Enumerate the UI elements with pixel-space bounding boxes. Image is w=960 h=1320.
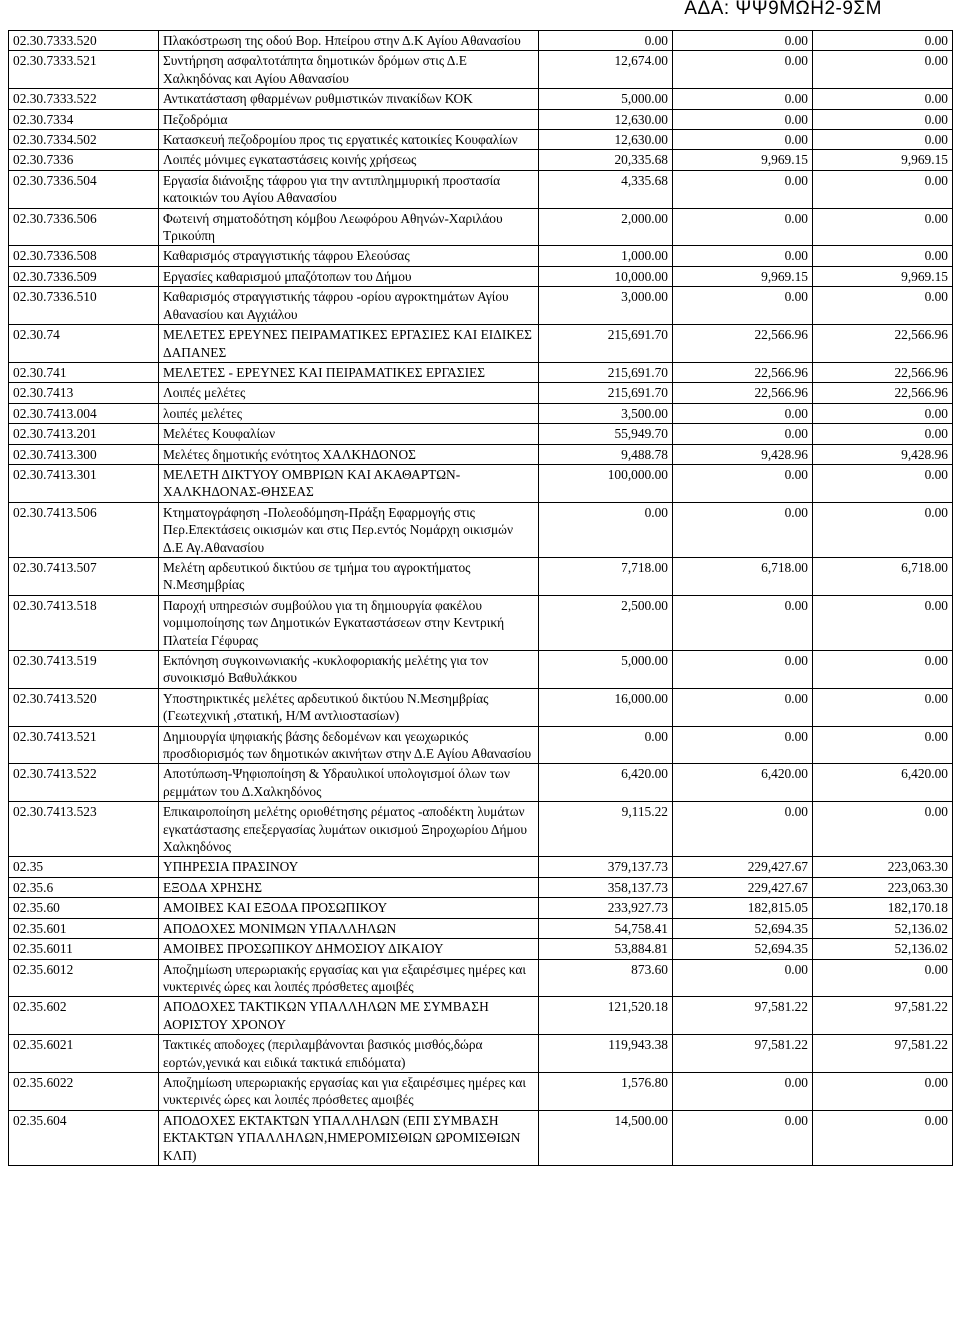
budget-amount-cell: 12,674.00 [539,51,673,89]
table-row [9,464,953,502]
code-cell: 02.35.6012 [9,959,159,997]
description-cell: λοιπές μελέτες [159,403,539,423]
description-cell: Πεζοδρόμια [159,109,539,129]
code-cell: 02.35.6022 [9,1072,159,1110]
budget-amount-cell: 16,000.00 [539,688,673,726]
description-cell: Δημιουργία ψηφιακής βάσης δεδομένων και γεωχωρικός προσδιορισμός των δημοτικών ακινήτων στην Δ.Ε Αγίου Αθανασίου [159,726,539,764]
description-cell: ΑΠΟΔΟΧΕΣ ΕΚΤΑΚΤΩΝ ΥΠΑΛΛΗΛΩΝ (ΕΠΙ ΣΥΜΒΑΣΗ ΕΚΤΑΚΤΩΝ ΥΠΑΛΛΗΛΩΝ,ΗΜΕΡΟΜΙΣΘΙΩΝ ΩΡΟΜΙΣΘΙΩΝ ΚΛΠ) [159,1110,539,1165]
budget-amount-cell: 6,420.00 [539,764,673,802]
description-cell: Τακτικές αποδοχες (περιλαμβάνονται βασικός μισθός,δώρα εορτών,γενικά και ειδικά τακτικά επιδόματα) [159,1035,539,1073]
budget-amount-cell: 3,000.00 [539,287,673,325]
budget-amount-cell: 9,115.22 [539,802,673,857]
code-cell: 02.30.7413.519 [9,651,159,689]
paid-amount-cell: 97,581.22 [813,997,953,1035]
code-cell: 02.30.7413.301 [9,464,159,502]
description-cell: Καθαρισμός στραγγιστικής τάφρου -ορίου αγροκτημάτων Αγίου Αθανασίου και Αγχιάλου [159,287,539,325]
committed-amount-cell: 97,581.22 [673,1035,813,1073]
table-row [9,1035,953,1073]
code-cell: 02.35.6 [9,877,159,897]
committed-amount-cell: 0.00 [673,959,813,997]
description-cell: Λοιπές μόνιμες εγκαταστάσεις κοινής χρήσεως [159,150,539,170]
budget-amount-cell: 2,000.00 [539,208,673,246]
code-cell: 02.30.7413.506 [9,502,159,557]
description-cell: Υποστηρικτικές μελέτες αρδευτικού δικτύου Ν.Μεσημβρίας (Γεωτεχνική ,στατική, Η/Μ αντλιοστασίων) [159,688,539,726]
table-row [9,424,953,444]
budget-table [8,30,953,1166]
code-cell: 02.30.7336.510 [9,287,159,325]
description-cell: Μελέτες δημοτικής ενότητος ΧΑΛΚΗΔΟΝΟΣ [159,444,539,464]
code-cell: 02.30.7333.522 [9,89,159,109]
description-cell: Παροχή υπηρεσιών συμβούλου για τη δημιουργία φακέλου νομιμοποίησης των Δημοτικών Εγκαταστάσεων στην Κεντρική Πλατεία Γέφυρας [159,595,539,650]
committed-amount-cell: 0.00 [673,403,813,423]
code-cell: 02.30.7413.201 [9,424,159,444]
code-cell: 02.35.602 [9,997,159,1035]
committed-amount-cell: 9,969.15 [673,150,813,170]
paid-amount-cell: 0.00 [813,287,953,325]
code-cell: 02.30.74 [9,325,159,363]
budget-amount-cell: 9,488.78 [539,444,673,464]
table-row [9,764,953,802]
committed-amount-cell: 52,694.35 [673,939,813,959]
committed-amount-cell: 0.00 [673,595,813,650]
paid-amount-cell: 52,136.02 [813,918,953,938]
code-cell: 02.30.7336.508 [9,246,159,266]
description-cell: Πλακόστρωση της οδού Βορ. Ηπείρου στην Δ.Κ Αγίου Αθανασίου [159,31,539,51]
code-cell: 02.35.6021 [9,1035,159,1073]
budget-amount-cell: 12,630.00 [539,130,673,150]
budget-amount-cell: 215,691.70 [539,325,673,363]
committed-amount-cell: 229,427.67 [673,857,813,877]
description-cell: ΜΕΛΕΤΗ ΔΙΚΤΥΟΥ ΟΜΒΡΙΩΝ ΚΑΙ ΑΚΑΘΑΡΤΩΝ-ΧΑΛΚΗΔΟΝΑΣ-ΘΗΣΕΑΣ [159,464,539,502]
paid-amount-cell: 22,566.96 [813,362,953,382]
description-cell: ΑΠΟΔΟΧΕΣ ΤΑΚΤΙΚΩΝ ΥΠΑΛΛΗΛΩΝ ΜΕ ΣΥΜΒΑΣΗ ΑΟΡΙΣΤΟΥ ΧΡΟΝΟΥ [159,997,539,1035]
committed-amount-cell: 9,428.96 [673,444,813,464]
table-row [9,857,953,877]
table-row [9,877,953,897]
committed-amount-cell: 0.00 [673,464,813,502]
budget-amount-cell: 55,949.70 [539,424,673,444]
committed-amount-cell: 0.00 [673,51,813,89]
code-cell: 02.30.7413.518 [9,595,159,650]
paid-amount-cell: 223,063.30 [813,877,953,897]
paid-amount-cell: 0.00 [813,130,953,150]
code-cell: 02.30.7413 [9,383,159,403]
table-row [9,170,953,208]
table-row [9,383,953,403]
table-row [9,1072,953,1110]
budget-amount-cell: 5,000.00 [539,651,673,689]
code-cell: 02.30.7334 [9,109,159,129]
code-cell: 02.35.60 [9,898,159,918]
table-row [9,1110,953,1165]
committed-amount-cell: 0.00 [673,688,813,726]
description-cell: ΕΞΟΔΑ ΧΡΗΣΗΣ [159,877,539,897]
budget-amount-cell: 121,520.18 [539,997,673,1035]
table-row [9,362,953,382]
table-row [9,51,953,89]
table-row [9,939,953,959]
budget-amount-cell: 3,500.00 [539,403,673,423]
budget-amount-cell: 119,943.38 [539,1035,673,1073]
budget-amount-cell: 20,335.68 [539,150,673,170]
paid-amount-cell: 9,969.15 [813,150,953,170]
code-cell: 02.30.7413.004 [9,403,159,423]
ada-code: ΑΔΑ: ΨΨ9ΜΩΗ2-9ΣΜ [684,0,882,19]
committed-amount-cell: 22,566.96 [673,325,813,363]
budget-amount-cell: 0.00 [539,31,673,51]
table-row [9,918,953,938]
code-cell: 02.35.601 [9,918,159,938]
paid-amount-cell: 0.00 [813,595,953,650]
code-cell: 02.30.7413.522 [9,764,159,802]
committed-amount-cell: 0.00 [673,109,813,129]
code-cell: 02.30.7336.506 [9,208,159,246]
paid-amount-cell: 0.00 [813,424,953,444]
budget-amount-cell: 7,718.00 [539,557,673,595]
table-row [9,130,953,150]
committed-amount-cell: 22,566.96 [673,383,813,403]
table-row [9,997,953,1035]
paid-amount-cell: 0.00 [813,208,953,246]
budget-amount-cell: 53,884.81 [539,939,673,959]
table-row [9,595,953,650]
description-cell: Κτηματογράφηση -Πολεοδόμηση-Πράξη Εφαρμογής στις Περ.Επεκτάσεις οικισμών και στις Περ.εντός Νομάρχη οικισμών Δ.Ε Αγ.Αθανασίου [159,502,539,557]
code-cell: 02.35.604 [9,1110,159,1165]
budget-table-body [9,31,953,1166]
paid-amount-cell: 0.00 [813,464,953,502]
code-cell: 02.30.7413.300 [9,444,159,464]
description-cell: Εργασία διάνοιξης τάφρου για την αντιπλημμυρική προστασία κατοικιών του Αγίου Αθανασίου [159,170,539,208]
description-cell: Κατασκευή πεζοδρομίου προς τις εργατικές κατοικίες Κουφαλίων [159,130,539,150]
table-row [9,802,953,857]
table-row [9,959,953,997]
budget-amount-cell: 0.00 [539,502,673,557]
table-row [9,89,953,109]
description-cell: ΑΠΟΔΟΧΕΣ ΜΟΝΙΜΩΝ ΥΠΑΛΛΗΛΩΝ [159,918,539,938]
paid-amount-cell: 0.00 [813,726,953,764]
table-row [9,287,953,325]
committed-amount-cell: 22,566.96 [673,362,813,382]
paid-amount-cell: 0.00 [813,31,953,51]
budget-amount-cell: 2,500.00 [539,595,673,650]
description-cell: ΑΜΟΙΒΕΣ ΚΑΙ ΕΞΟΔΑ ΠΡΟΣΩΠΙΚΟΥ [159,898,539,918]
budget-amount-cell: 215,691.70 [539,362,673,382]
committed-amount-cell: 6,420.00 [673,764,813,802]
paid-amount-cell: 0.00 [813,1110,953,1165]
committed-amount-cell: 0.00 [673,424,813,444]
table-row [9,651,953,689]
paid-amount-cell: 9,969.15 [813,266,953,286]
budget-amount-cell: 54,758.41 [539,918,673,938]
committed-amount-cell: 0.00 [673,170,813,208]
paid-amount-cell: 0.00 [813,109,953,129]
description-cell: ΥΠΗΡΕΣΙΑ ΠΡΑΣΙΝΟΥ [159,857,539,877]
budget-amount-cell: 233,927.73 [539,898,673,918]
code-cell: 02.35.6011 [9,939,159,959]
paid-amount-cell: 0.00 [813,502,953,557]
table-row [9,266,953,286]
committed-amount-cell: 9,969.15 [673,266,813,286]
paid-amount-cell: 0.00 [813,688,953,726]
description-cell: ΜΕΛΕΤΕΣ - ΕΡΕΥΝΕΣ ΚΑΙ ΠΕΙΡΑΜΑΤΙΚΕΣ ΕΡΓΑΣΙΕΣ [159,362,539,382]
committed-amount-cell: 0.00 [673,246,813,266]
committed-amount-cell: 182,815.05 [673,898,813,918]
committed-amount-cell: 0.00 [673,1072,813,1110]
budget-amount-cell: 1,576.80 [539,1072,673,1110]
committed-amount-cell: 97,581.22 [673,997,813,1035]
budget-amount-cell: 12,630.00 [539,109,673,129]
budget-amount-cell: 100,000.00 [539,464,673,502]
paid-amount-cell: 22,566.96 [813,383,953,403]
budget-amount-cell: 4,335.68 [539,170,673,208]
committed-amount-cell: 0.00 [673,31,813,51]
description-cell: ΑΜΟΙΒΕΣ ΠΡΟΣΩΠΙΚΟΥ ΔΗΜΟΣΙΟΥ ΔΙΚΑΙΟΥ [159,939,539,959]
paid-amount-cell: 223,063.30 [813,857,953,877]
paid-amount-cell: 0.00 [813,246,953,266]
budget-amount-cell: 10,000.00 [539,266,673,286]
description-cell: Μελέτες Κουφαλίων [159,424,539,444]
paid-amount-cell: 0.00 [813,1072,953,1110]
description-cell: Συντήρηση ασφαλτοτάπητα δημοτικών δρόμων στις Δ.Ε Χαλκηδόνας και Αγίου Αθανασίου [159,51,539,89]
paid-amount-cell: 182,170.18 [813,898,953,918]
table-row [9,403,953,423]
paid-amount-cell: 97,581.22 [813,1035,953,1073]
description-cell: Επικαιροποίηση μελέτης οριοθέτησης ρέματος -αποδέκτη λυμάτων εγκατάστασης επεξεργασίας λυμάτων οικισμού Ξηροχωρίου Δήμου Χαλκηδόνος [159,802,539,857]
paid-amount-cell: 6,718.00 [813,557,953,595]
code-cell: 02.30.7333.520 [9,31,159,51]
budget-amount-cell: 379,137.73 [539,857,673,877]
paid-amount-cell: 0.00 [813,170,953,208]
committed-amount-cell: 0.00 [673,651,813,689]
table-row [9,31,953,51]
paid-amount-cell: 0.00 [813,651,953,689]
code-cell: 02.30.7413.520 [9,688,159,726]
description-cell: Φωτεινή σηματοδότηση κόμβου Λεωφόρου Αθηνών-Χαριλάου Τρικούπη [159,208,539,246]
table-row [9,325,953,363]
table-row [9,150,953,170]
description-cell: Αποζημίωση υπερωριακής εργασίας και για εξαιρέσιμες ημέρες και νυκτερινές ώρες και λοιπές πρόσθετες αμοιβές [159,959,539,997]
table-row [9,898,953,918]
budget-amount-cell: 1,000.00 [539,246,673,266]
table-row [9,246,953,266]
table-row [9,688,953,726]
committed-amount-cell: 0.00 [673,208,813,246]
budget-amount-cell: 215,691.70 [539,383,673,403]
paid-amount-cell: 22,566.96 [813,325,953,363]
committed-amount-cell: 0.00 [673,130,813,150]
table-row [9,726,953,764]
code-cell: 02.30.7413.521 [9,726,159,764]
table-row [9,502,953,557]
description-cell: Μελέτη αρδευτικού δικτύου σε τμήμα του αγροκτήματος Ν.Μεσημβρίας [159,557,539,595]
paid-amount-cell: 0.00 [813,51,953,89]
paid-amount-cell: 6,420.00 [813,764,953,802]
code-cell: 02.30.7413.523 [9,802,159,857]
budget-amount-cell: 873.60 [539,959,673,997]
table-row [9,557,953,595]
description-cell: Καθαρισμός στραγγιστικής τάφρου Ελεούσας [159,246,539,266]
description-cell: Εργασίες καθαρισμού μπαζότοπων του Δήμου [159,266,539,286]
budget-amount-cell: 0.00 [539,726,673,764]
committed-amount-cell: 229,427.67 [673,877,813,897]
paid-amount-cell: 52,136.02 [813,939,953,959]
code-cell: 02.30.7334.502 [9,130,159,150]
committed-amount-cell: 0.00 [673,726,813,764]
description-cell: Αντικατάσταση φθαρμένων ρυθμιστικών πινακίδων ΚΟΚ [159,89,539,109]
budget-amount-cell: 5,000.00 [539,89,673,109]
budget-amount-cell: 358,137.73 [539,877,673,897]
committed-amount-cell: 0.00 [673,802,813,857]
code-cell: 02.35 [9,857,159,877]
code-cell: 02.30.741 [9,362,159,382]
committed-amount-cell: 0.00 [673,1110,813,1165]
committed-amount-cell: 0.00 [673,502,813,557]
paid-amount-cell: 0.00 [813,403,953,423]
description-cell: Εκπόνηση συγκοινωνιακής -κυκλοφοριακής μελέτης για τον συνοικισμό Βαθυλάκκου [159,651,539,689]
table-row [9,444,953,464]
code-cell: 02.30.7336.509 [9,266,159,286]
code-cell: 02.30.7336 [9,150,159,170]
description-cell: Αποζημίωση υπερωριακής εργασίας και για εξαιρέσιμες ημέρες και νυκτερινές ώρες και λοιπές πρόσθετες αμοιβές [159,1072,539,1110]
committed-amount-cell: 6,718.00 [673,557,813,595]
committed-amount-cell: 0.00 [673,287,813,325]
budget-amount-cell: 14,500.00 [539,1110,673,1165]
table-row [9,208,953,246]
committed-amount-cell: 52,694.35 [673,918,813,938]
description-cell: ΜΕΛΕΤΕΣ ΕΡΕΥΝΕΣ ΠΕΙΡΑΜΑΤΙΚΕΣ ΕΡΓΑΣΙΕΣ ΚΑΙ ΕΙΔΙΚΕΣ ΔΑΠΑΝΕΣ [159,325,539,363]
committed-amount-cell: 0.00 [673,89,813,109]
description-cell: Λοιπές μελέτες [159,383,539,403]
paid-amount-cell: 0.00 [813,89,953,109]
paid-amount-cell: 0.00 [813,959,953,997]
description-cell: Αποτύπωση-Ψηφιοποίηση & Υδραυλικοί υπολογισμοί όλων των ρεμμάτων του Δ.Χαλκηδόνος [159,764,539,802]
table-row [9,109,953,129]
paid-amount-cell: 9,428.96 [813,444,953,464]
code-cell: 02.30.7336.504 [9,170,159,208]
code-cell: 02.30.7333.521 [9,51,159,89]
paid-amount-cell: 0.00 [813,802,953,857]
code-cell: 02.30.7413.507 [9,557,159,595]
